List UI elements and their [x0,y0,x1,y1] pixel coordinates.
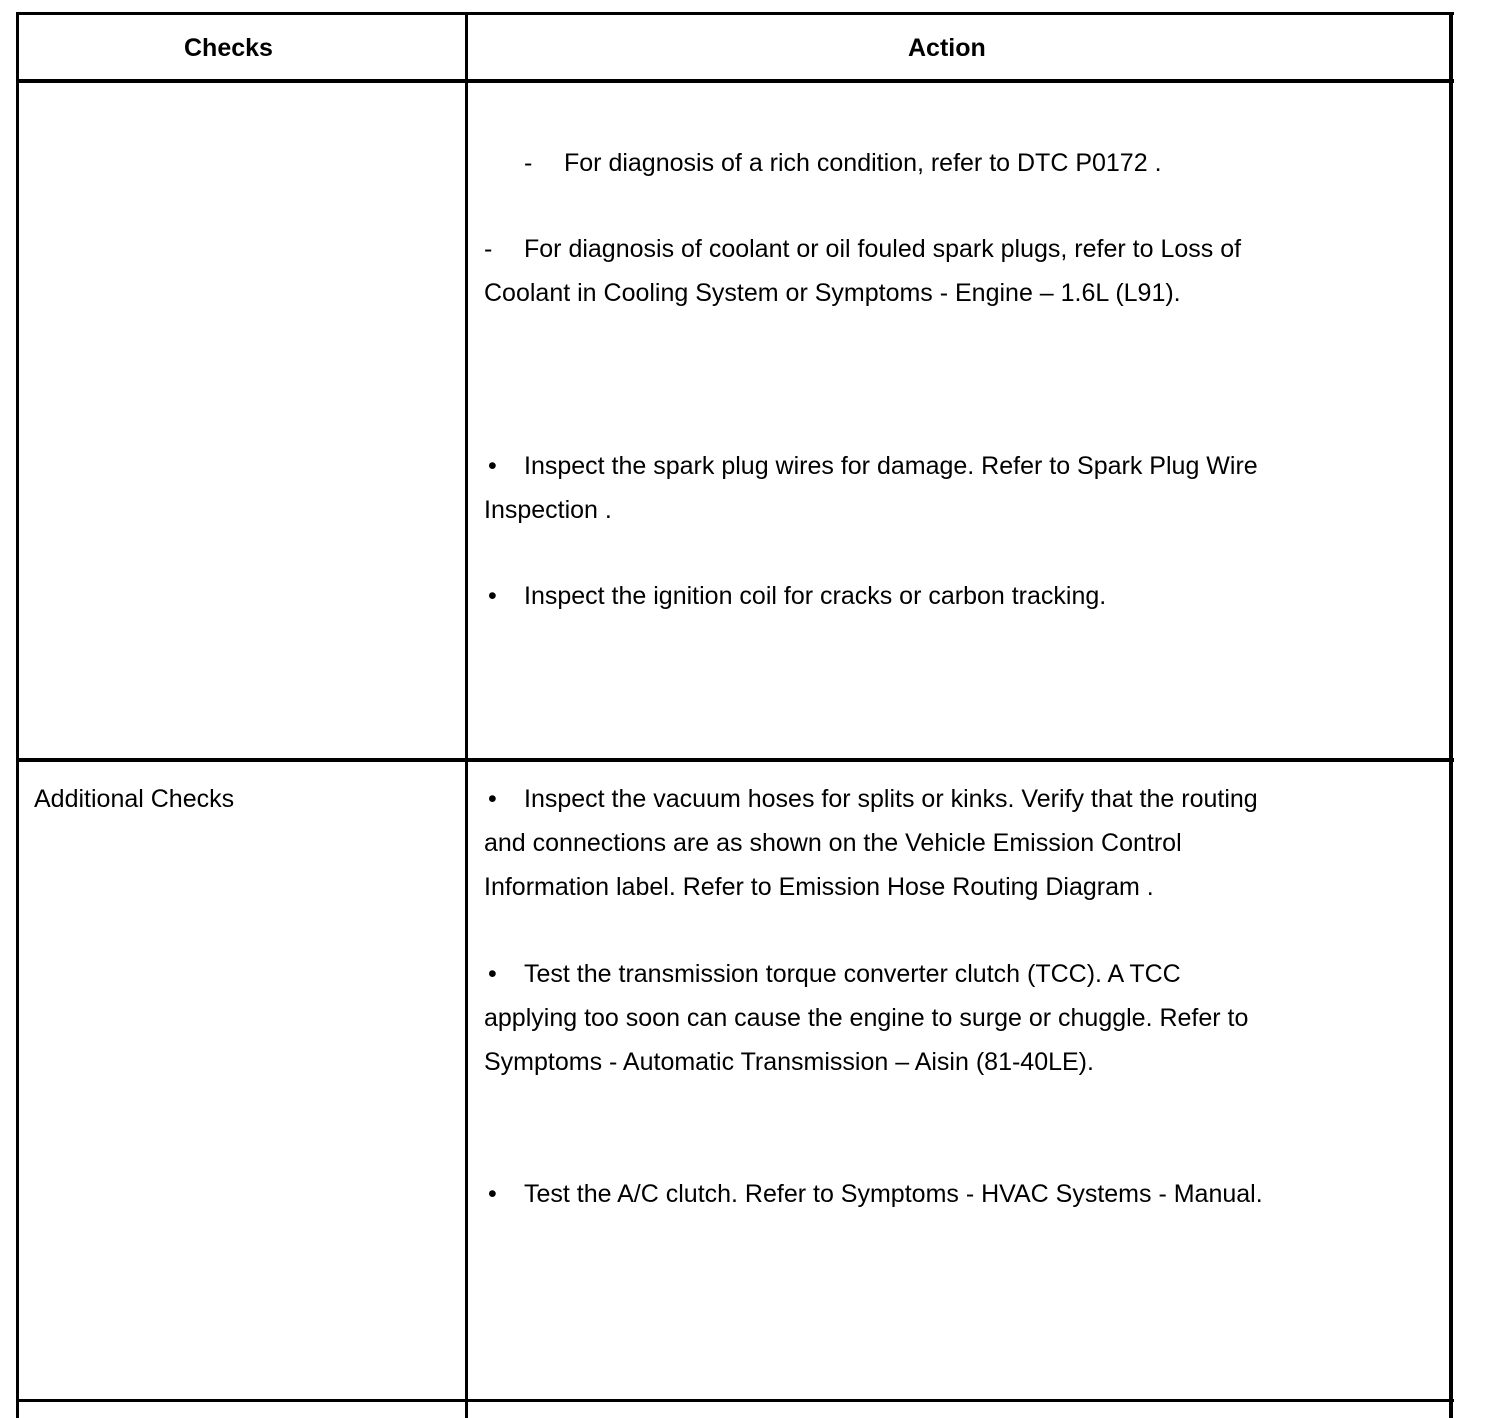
header-separator [16,79,1454,83]
dot-bullet: • [488,960,497,988]
list-item: • Inspect the spark plug wires for damage. Refer to Spark Plug Wire Inspection . [484,444,1258,532]
dash-bullet: - [484,235,493,263]
list-item: • Inspect the vacuum hoses for splits or kinks. Verify that the routing and connections are as shown on the Vehicle Emission Control Information label. Refer to Emission Hose Routing Diagram . [484,777,1258,909]
header-checks: Checks [184,34,273,62]
column-divider [465,12,468,1418]
dot-bullet: • [488,785,497,813]
table-border-right [1449,12,1453,1418]
dot-bullet: • [488,452,497,480]
list-item: - For diagnosis of a rich condition, refer to DTC P0172 . [524,141,1162,185]
table-border-bottom [16,1399,1454,1402]
list-item: - For diagnosis of coolant or oil fouled spark plugs, refer to Loss of Coolant in Cooling System or Symptoms - Engine – 1.6L (L91). [484,227,1241,315]
dot-bullet: • [488,582,497,610]
header-action: Action [908,34,986,62]
check-label: Additional Checks [34,785,235,813]
dash-bullet: - [524,149,533,177]
list-item: • Test the A/C clutch. Refer to Symptoms - HVAC Systems - Manual. [484,1172,1263,1216]
table-border-top [16,12,1454,15]
list-item: • Test the transmission torque converter clutch (TCC). A TCC applying too soon can cause the engine to surge or chuggle. Refer to Symptoms - Automatic Transmission – Aisin (81-40LE). [484,952,1248,1084]
list-item: • Inspect the ignition coil for cracks or carbon tracking. [484,574,1106,618]
dot-bullet: • [488,1180,497,1208]
table-border-left [16,12,19,1418]
row-separator [16,758,1454,762]
